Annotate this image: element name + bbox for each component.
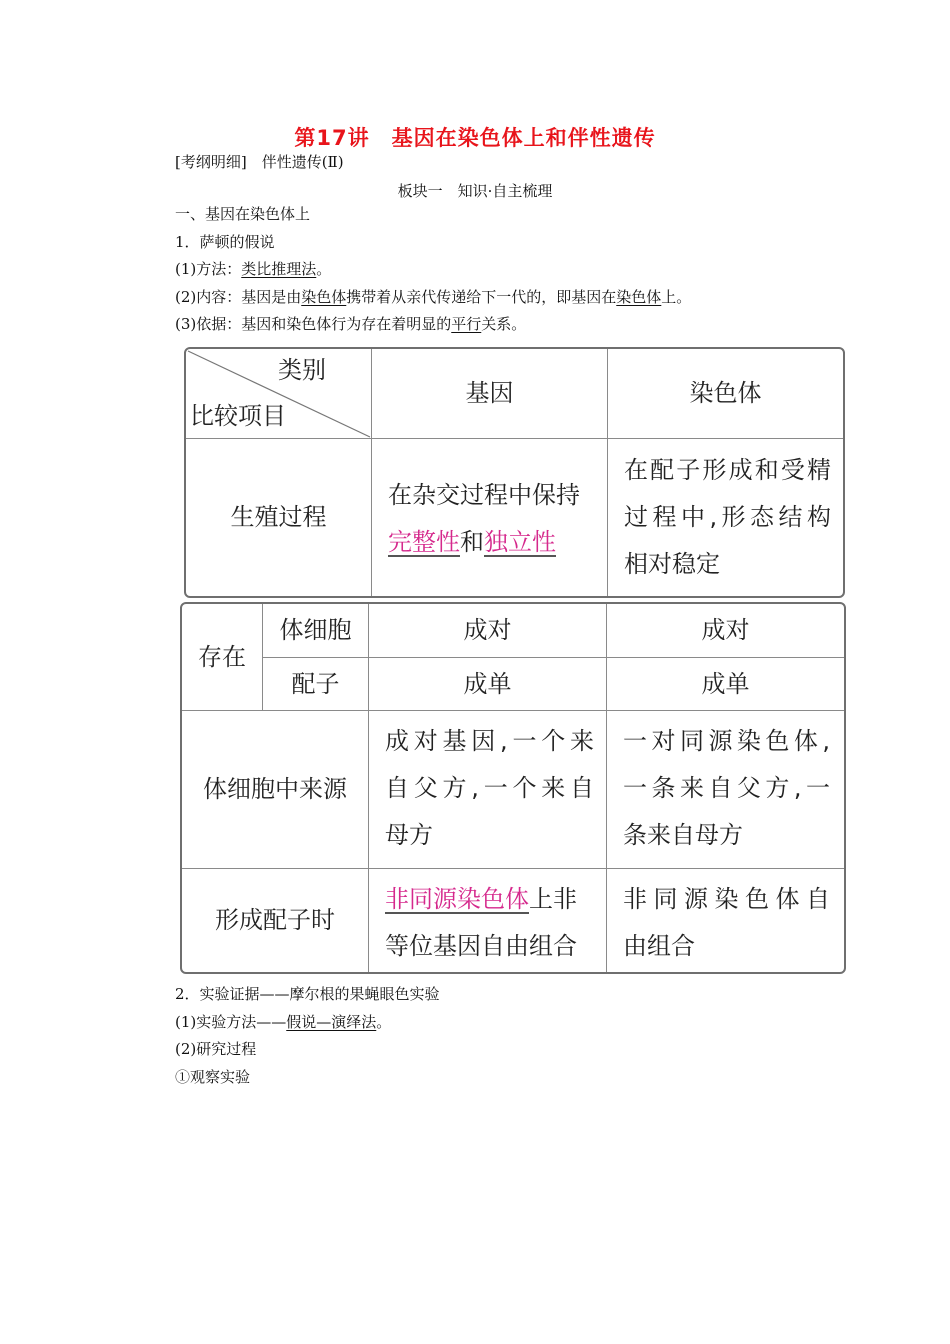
reproduction-gene-line-2 <box>388 519 603 566</box>
gamete-chromosome <box>623 876 830 970</box>
source-chrom-line-1: 一对同源染色体, <box>623 727 830 755</box>
reproduction-gene <box>388 472 603 566</box>
section-header: 板块一 知识·自主梳理 <box>397 182 553 200</box>
item-1-2 <box>175 287 691 307</box>
gamete-gene <box>385 876 600 970</box>
reproduction-chrom-line-2: 过程中,形态结构 <box>624 503 831 531</box>
source-gene-line-3: 母方 <box>385 821 433 849</box>
source-chromosome <box>623 718 830 859</box>
gamete-gene-line-2: 等位基因自由组合 <box>385 932 577 960</box>
item-1-2-answer-2: 染色体 <box>616 288 662 306</box>
item-2-1-prefix: (1)实验方法—— <box>175 1013 287 1031</box>
gamete-chrom-line-1: 非同源染色体自 <box>623 885 830 913</box>
item-1-3 <box>175 314 526 334</box>
item-2-1-suffix: 。 <box>376 1013 392 1031</box>
source-chrom-line-2: 一条来自父方,一 <box>623 774 830 802</box>
corner-compare-item: 比较项目 <box>190 402 286 430</box>
item-1-1-answer: 类比推理法 <box>241 260 317 278</box>
source-gene-line-2: 自父方,一个来自 <box>385 774 594 802</box>
gamete-gene-line-1 <box>385 876 600 923</box>
item-1-2-prefix: (2)内容：基因是由 <box>175 288 302 306</box>
row-label-reproduction: 生殖过程 <box>230 503 327 531</box>
answer-integrity: 完整性 <box>388 528 460 556</box>
exist-gamete-chromosome: 成单 <box>701 669 750 698</box>
heading-1: 一、基因在染色体上 <box>175 205 311 223</box>
outline: [考纲明细] 伴性遗传(Ⅱ) <box>175 153 344 171</box>
header-gene: 基因 <box>465 379 514 407</box>
item-2: 2．实验证据——摩尔根的果蝇眼色实验 <box>175 985 440 1003</box>
item-1-2-answer-1: 染色体 <box>301 288 347 306</box>
source-gene <box>385 718 594 859</box>
exist-somatic-label: 体细胞 <box>279 616 352 644</box>
item-1-2-suffix: 上。 <box>661 288 692 306</box>
item-2-2-1: ①观察实验 <box>175 1068 251 1086</box>
exist-somatic-gene: 成对 <box>463 616 512 644</box>
answer-nonhomologous: 非同源染色体 <box>385 885 529 913</box>
comparison-table-bottom <box>180 602 846 974</box>
source-chrom-line-3: 条来自母方 <box>623 821 743 849</box>
item-1-1 <box>175 259 331 279</box>
exist-somatic-chromosome: 成对 <box>701 616 750 644</box>
answer-independence: 独立性 <box>484 528 556 556</box>
item-2-1 <box>175 1012 391 1032</box>
reproduction-chrom-line-3: 相对稳定 <box>624 550 720 578</box>
gamete-chrom-line-2: 由组合 <box>623 932 695 960</box>
row-label-source: 体细胞中来源 <box>203 775 347 803</box>
source-gene-line-1: 成对基因,一个来 <box>385 727 594 755</box>
exist-gamete-gene: 成单 <box>463 669 512 698</box>
connector-and: 和 <box>460 528 484 556</box>
row-label-gamete-formation: 形成配子时 <box>215 906 335 934</box>
item-1-3-answer: 平行 <box>451 315 482 333</box>
item-1-1-prefix: (1)方法： <box>175 260 242 278</box>
item-2-2: (2)研究过程 <box>175 1040 257 1058</box>
item-1-3-prefix: (3)依据：基因和染色体行为存在着明显的 <box>175 315 452 333</box>
row-label-exist: 存在 <box>198 642 246 671</box>
item-1-1-suffix: 。 <box>316 260 332 278</box>
page-title: 第17讲 基因在染色体上和伴性遗传 <box>294 126 656 150</box>
header-chromosome: 染色体 <box>689 379 762 407</box>
item-2-1-answer: 假说—演绎法 <box>286 1013 377 1031</box>
gamete-gene-suffix: 上非 <box>529 885 577 913</box>
reproduction-gene-line-1: 在杂交过程中保持 <box>388 481 580 509</box>
corner-category: 类别 <box>278 356 326 384</box>
reproduction-chrom-line-1: 在配子形成和受精 <box>624 456 831 484</box>
reproduction-chromosome <box>624 447 831 588</box>
item-1-2-middle: 携带着从亲代传递给下一代的，即基因在 <box>346 288 617 306</box>
comparison-table-top <box>184 347 845 598</box>
item-1: 1．萨顿的假说 <box>175 233 275 251</box>
exist-gamete-label: 配子 <box>291 669 340 698</box>
item-1-3-suffix: 关系。 <box>481 315 527 333</box>
